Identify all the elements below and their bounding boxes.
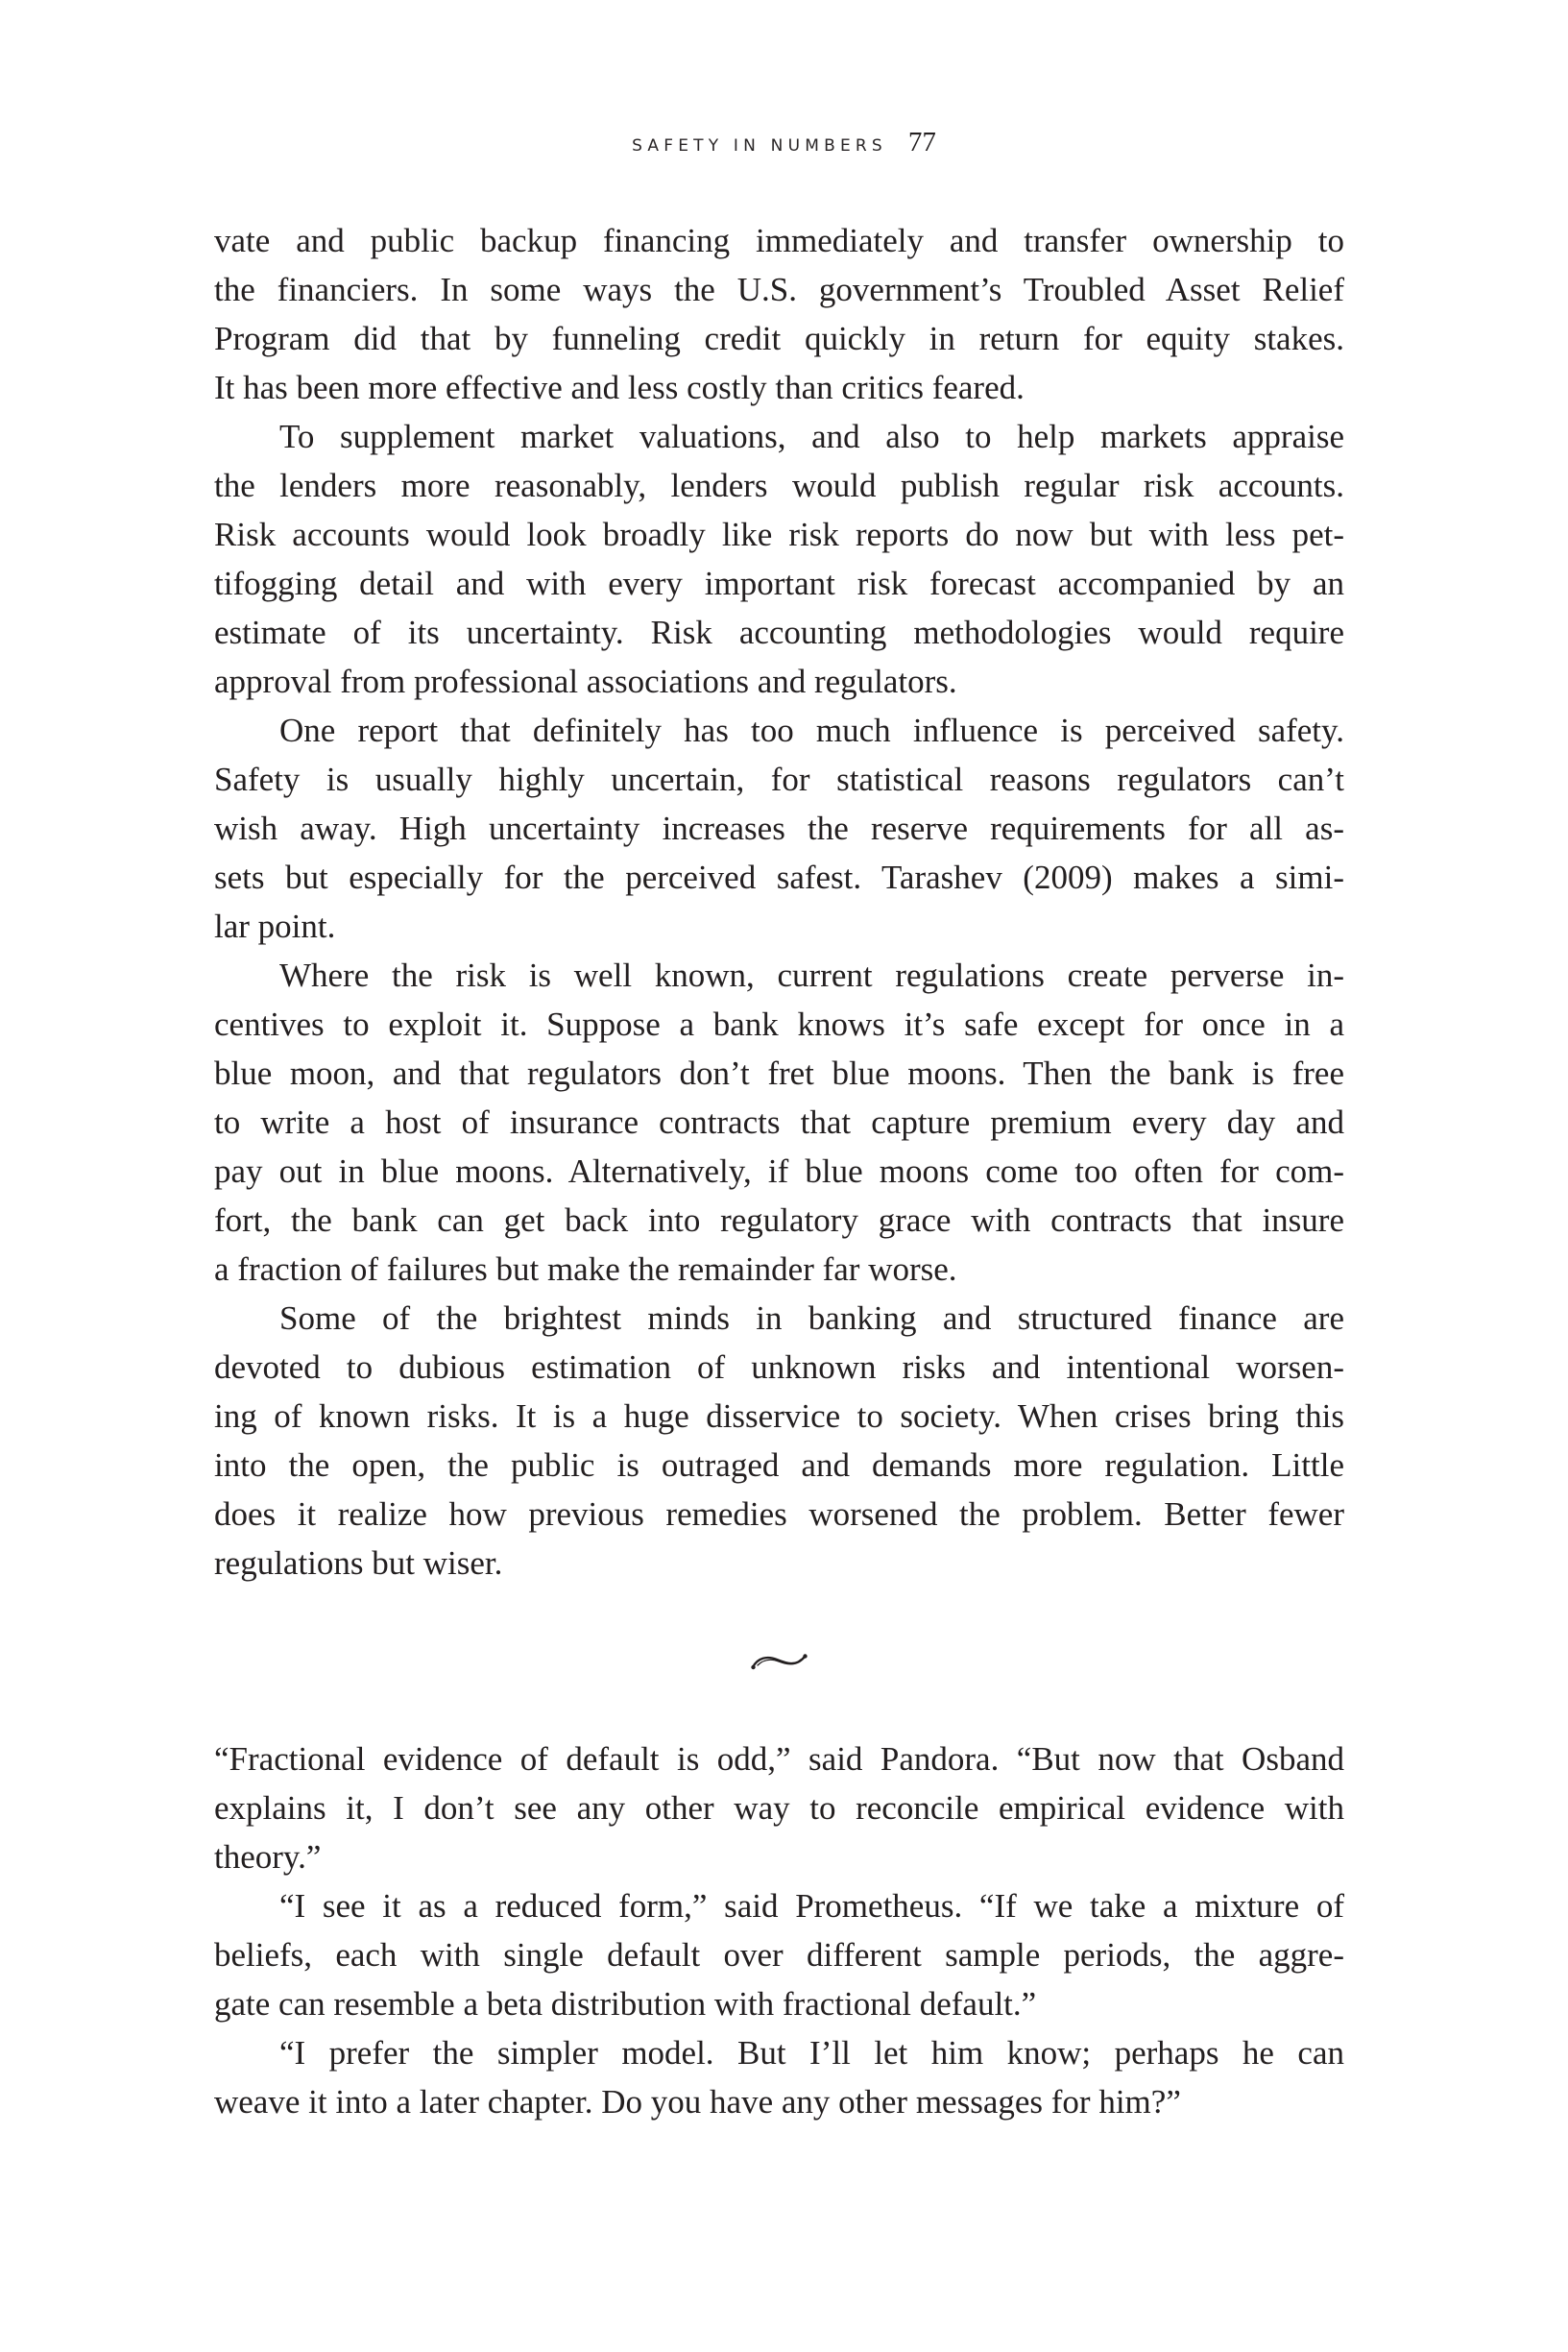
text-line: to write a host of insurance contracts that capture premium every day and <box>214 1103 1344 1141</box>
text-line: centives to exploit it. Suppose a bank knows it’s safe except for once in a <box>214 1006 1344 1043</box>
section-one <box>214 216 1344 1588</box>
text-line: Risk accounts would look broadly like risk reports do now but with less pet- <box>214 516 1344 553</box>
text-line: devoted to dubious estimation of unknown risks and intentional worsen- <box>214 1348 1344 1386</box>
text-line: One report that definitely has too much influence is perceived safety. <box>279 712 1344 749</box>
text-line: beliefs, each with single default over different sample periods, the aggre- <box>214 1936 1344 1974</box>
text-line: “I see it as a reduced form,” said Prometheus. “If we take a mixture of <box>279 1887 1344 1925</box>
running-head-title: SAFETY IN NUMBERS <box>632 136 887 156</box>
text-line: estimate of its uncertainty. Risk accounting methodologies would require <box>214 614 1344 651</box>
text-line: It has been more effective and less costly than critics feared. <box>214 369 1025 406</box>
paragraph <box>214 1734 1344 1881</box>
paragraph <box>214 216 1344 412</box>
text-line: gate can resemble a beta distribution with fractional default.” <box>214 1985 1037 2023</box>
text-line: Safety is usually highly uncertain, for statistical reasons regulators can’t <box>214 761 1344 798</box>
text-line: sets but especially for the perceived safest. Tarashev (2009) makes a simi- <box>214 859 1344 896</box>
text-line: fort, the bank can get back into regulatory grace with contracts that insure <box>214 1201 1344 1239</box>
text-line: lar point. <box>214 908 336 945</box>
text-line: into the open, the public is outraged and demands more regulation. Little <box>214 1446 1344 1484</box>
text-line: “I prefer the simpler model. But I’ll let him know; perhaps he can <box>279 2034 1344 2072</box>
paragraph <box>214 951 1344 1294</box>
paragraph <box>214 2028 1344 2126</box>
text-line: blue moon, and that regulators don’t fret blue moons. Then the bank is free <box>214 1055 1344 1092</box>
text-line: pay out in blue moons. Alternatively, if blue moons come too often for com- <box>214 1152 1344 1190</box>
text-line: a fraction of failures but make the remainder far worse. <box>214 1250 957 1288</box>
section-two-dialogue <box>214 1734 1344 2126</box>
paragraph <box>214 412 1344 706</box>
paragraph <box>214 1881 1344 2028</box>
text-line: the lenders more reasonably, lenders would publish regular risk accounts. <box>214 467 1344 504</box>
text-line: does it realize how previous remedies worsened the problem. Better fewer <box>214 1495 1344 1533</box>
text-line: the financiers. In some ways the U.S. government’s Troubled Asset Relief <box>214 271 1344 308</box>
text-line: Some of the brightest minds in banking and structured finance are <box>279 1299 1344 1337</box>
text-line: wish away. High uncertainty increases the reserve requirements for all as- <box>214 810 1344 847</box>
page-body <box>214 216 1344 2126</box>
paragraph <box>214 1294 1344 1588</box>
running-head <box>0 125 1568 164</box>
swash-ornament-icon <box>750 1652 809 1671</box>
text-line: Where the risk is well known, current regulations create perverse in- <box>279 957 1344 994</box>
text-line: theory.” <box>214 1838 322 1876</box>
text-line: weave it into a later chapter. Do you have any other messages for him?” <box>214 2083 1181 2121</box>
text-line: vate and public backup financing immediately and transfer ownership to <box>214 222 1344 259</box>
text-line: Program did that by funneling credit quickly in return for equity stakes. <box>214 320 1344 357</box>
paragraph <box>214 706 1344 951</box>
text-line: explains it, I don’t see any other way to reconcile empirical evidence with <box>214 1789 1344 1827</box>
text-line: To supplement market valuations, and also to help markets appraise <box>279 418 1344 455</box>
text-line: tifogging detail and with every important risk forecast accompanied by an <box>214 565 1344 602</box>
text-line: “Fractional evidence of default is odd,” said Pandora. “But now that Osband <box>214 1740 1344 1778</box>
text-line: approval from professional associations and regulators. <box>214 663 957 700</box>
text-line: regulations but wiser. <box>214 1544 503 1582</box>
text-line: ing of known risks. It is a huge disservice to society. When crises bring this <box>214 1397 1344 1435</box>
page-number: 77 <box>907 127 936 158</box>
section-break <box>214 1588 1344 1734</box>
